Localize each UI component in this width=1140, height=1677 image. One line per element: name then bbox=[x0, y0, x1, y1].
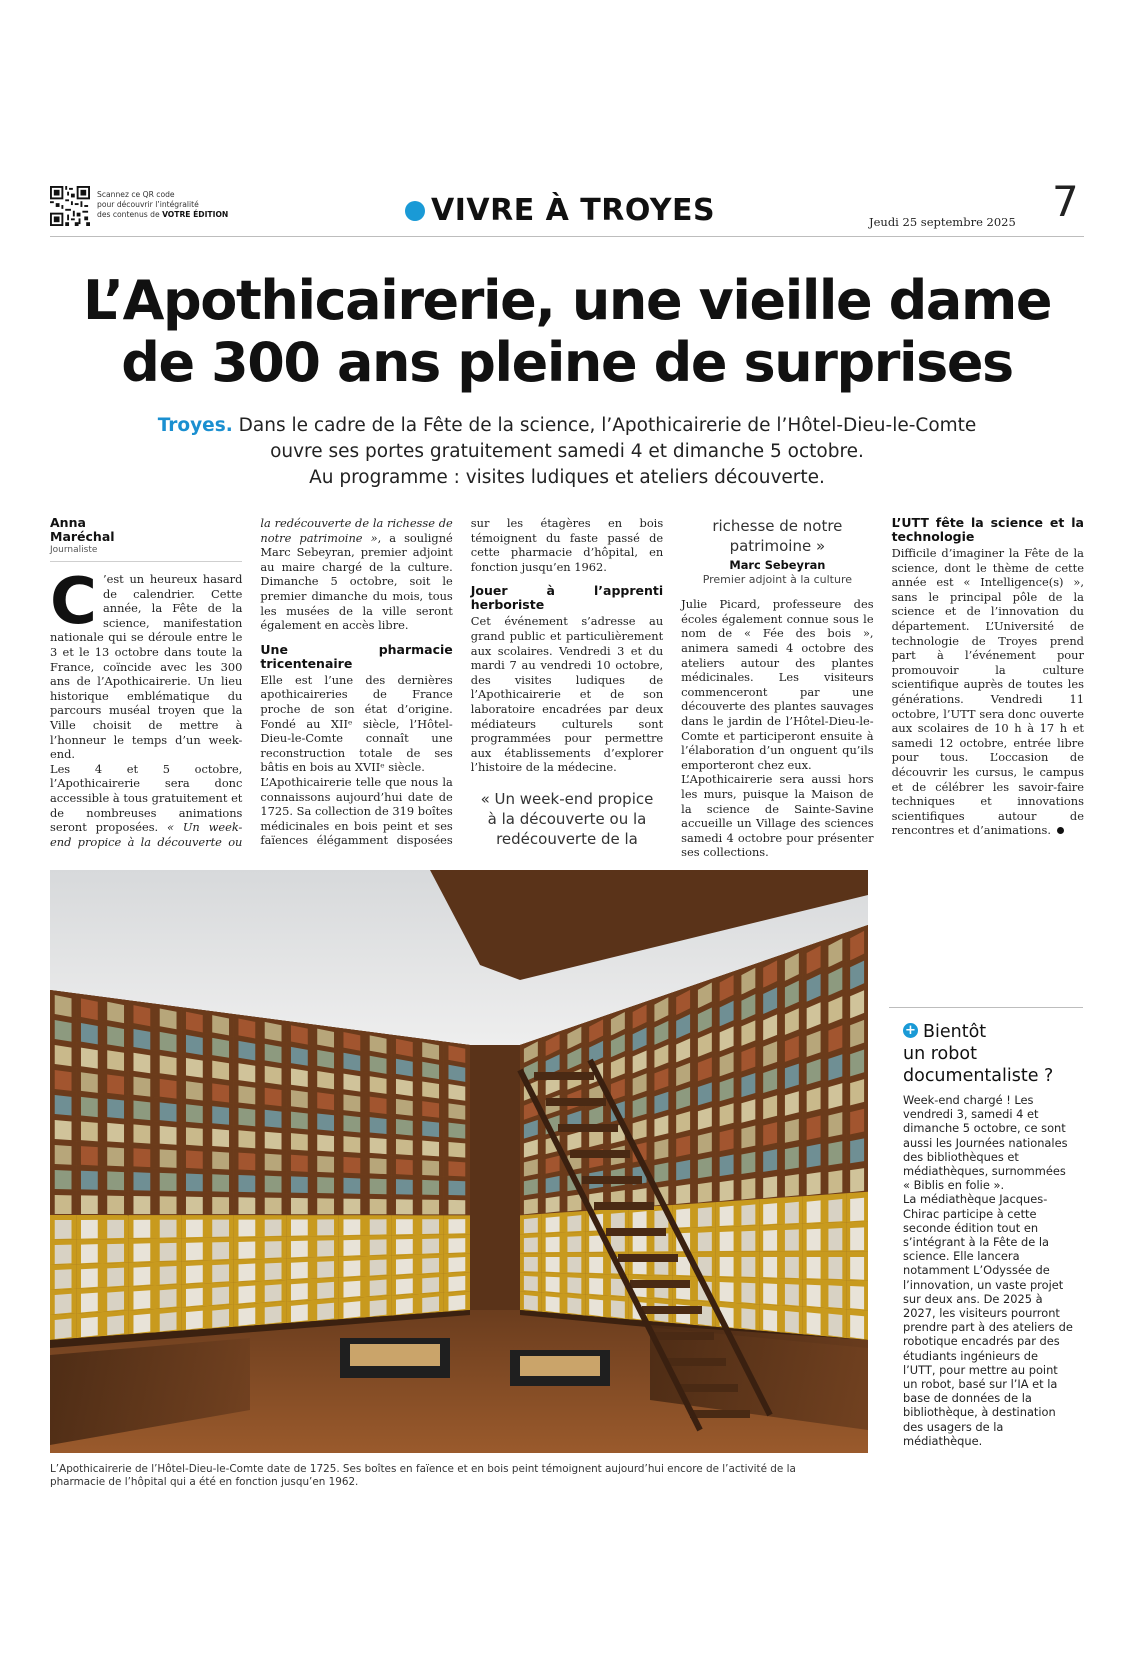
author-last-name: Maréchal bbox=[50, 529, 115, 544]
plus-icon: + bbox=[903, 1023, 918, 1038]
pull-quote: « Un week-end propice à la découverte ou la redécouverte de la richesse de notre patrimoine » bbox=[480, 517, 843, 848]
paragraph-2: Les 4 et 5 octobre, l’Apothicairerie sera donc accessible à tous gratuitement et de nombreuses animations seront proposées. « Un week-end propice à la découverte ou la redécouverte de la richesse de notre patrimoine », a souligné Marc Sebeyran, premier adjoint au maire chargé de la culture. Dimanche 5 octobre, soit le premier dimanche du mois, tous les musées de la ville seront également en accès libre. bbox=[50, 516, 453, 849]
rubric-label: VIVRE À TROYES bbox=[431, 193, 716, 228]
paragraph-8: Difficile d’imaginer la Fête de la science, dont le thème de cette année est « Intelligence(s) », sans le principal pôle de la science et de l’innovation du département. L’Université de technologie de Troyes prend part à l’événement pour promouvoir la culture scientifique auprès de toutes les générations. Vendredi 11 octobre, l’UTT sera donc ouverte aux scolaires de 10 h à 17 h et samedi 12 octobre, entrée libre pour tous. L’occasion de découvrir les cursus, le campus et de célébrer les savoir-faire techniques et innovations scientifiques autour de rencontres et d’animations. bbox=[891, 546, 1084, 838]
sidebox-text bbox=[903, 1093, 1073, 1448]
headline: L’Apothicairerie, une vieille dame de 300 ans pleine de surprises bbox=[82, 269, 1052, 394]
paragraph-1: C ’est un heureux hasard de calendrier. Cette année, la Fête de la science, manifestation nationale qui se déroule entre le 3 et le 13 octobre dans toute la France, coïncide avec les 300 ans de l’Apothicairerie. Un lieu historique emblématique du parcours muséal troyen que la Ville choisit de mettre à l’honneur le temps d’un week-end. bbox=[50, 565, 243, 762]
subhead-herboriste: Jouer à l’apprenti herboriste bbox=[470, 583, 664, 613]
standfirst: Troyes. Dans le cadre de la Fête de la science, l’Apothicairerie de l’Hôtel-Dieu-le-Comte ouvre ses portes gratuitement samedi 4 et dimanche 5 octobre. Au programme : visites ludiques et ateliers découverte. bbox=[157, 415, 977, 488]
standfirst-location: Troyes. bbox=[157, 415, 233, 436]
sidebox-paragraph-1: Week-end chargé ! Les vendredi 3, samedi 4 et dimanche 5 octobre, ce sont aussi les Journées nationales des bibliothèques et médiathèques, surnommées « Biblis en folie ». bbox=[903, 1093, 1068, 1193]
subhead-pharmacie: Une pharmacie tricentenaire bbox=[260, 641, 453, 671]
section-rubric bbox=[405, 193, 715, 228]
sidebox-divider bbox=[889, 1007, 1083, 1008]
sidebox-title: Bientôt un robot documentaliste ? bbox=[903, 1022, 1054, 1086]
edition-brand: VOTRE ÉDITION bbox=[162, 210, 229, 219]
issue-date: Jeudi 25 septembre 2025 bbox=[869, 215, 1016, 229]
paragraph-3: Elle est l’une des dernières apothicaireries de France proche de son état d’origine. Fondé au XIIᵉ siècle, l’Hôtel-Dieu-le-Comte connaît une reconstruction totale de ses bâtis en bois au XVIIᵉ siècle. bbox=[260, 672, 453, 775]
paragraph-6: Julie Picard, professeure des écoles également connue sous le nom de « Fée des bois », animera samedi 4 octobre des ateliers autour des plantes médicinales. Les visiteurs commenceront par une découverte des plantes sauvages dans le jardin de l’Hôtel-Dieu-le-Comte et participeront ensuite à l’élaboration d’un onguent qu’ils emporteront chez eux. bbox=[681, 597, 874, 772]
photo-caption: L’Apothicairerie de l’Hôtel-Dieu-le-Comte date de 1725. Ses boîtes en faïence et en bois peint témoignent aujourd’hui encore de l’activité de la pharmacie de l’hôpital qui a été en fonction jusqu’en 1962. bbox=[50, 1463, 796, 1488]
qr-code-icon[interactable] bbox=[50, 186, 90, 226]
photo-illustration bbox=[50, 870, 868, 1453]
author-first-name: Anna bbox=[50, 515, 86, 530]
header-divider bbox=[50, 236, 1084, 237]
paragraph-5: Cet événement s’adresse au grand public et particulièrement aux scolaires. Vendredi 3 et du mardi 7 au vendredi 10 octobre, des visites ludiques de l’Apothicairerie et de son laboratoire encadrées par deux médiateurs culturels sont programmées pour permettre aux établissements d’explorer l’histoire de la médecine. bbox=[470, 614, 664, 775]
article-body-flow bbox=[50, 516, 1084, 862]
paragraph-7: L’Apothicairerie sera aussi hors les murs, puisque la Maison de la science de Sainte-Savine accueille un Village des sciences samedi 4 octobre pour présenter ses collections. bbox=[681, 772, 874, 860]
rubric-dot-icon bbox=[405, 201, 425, 221]
paragraph-4: L’Apothicairerie telle que nous la connaissons aujourd’hui date de 1725. Sa collection de 319 boîtes médicinales en bois peint et ses faïences élégamment disposées sur les étagères en bois témoignent du faste passé de cette pharmacie d’hôpital, en fonction jusqu’en 1962. bbox=[260, 516, 664, 848]
dropcap: C bbox=[50, 565, 97, 639]
sidebox-paragraph-2: La médiathèque Jacques-Chirac participe à cette seconde édition tout en s’intégrant à la Fête de la science. Elle lancera notamment L’Odyssée de l’innovation, un vaste projet sur deux ans. De 2025 à 2027, les visiteurs pourront prendre part à des ateliers de robotique encadrés par des étudiants ingénieurs de l’UTT, pour mettre au point un robot, basé sur l’IA et la base de données de la bibliothèque, à destination des usagers de la médiathèque. bbox=[903, 1192, 1073, 1448]
author-role: Journaliste bbox=[50, 545, 98, 555]
byline-divider bbox=[50, 561, 242, 562]
page-number: 7 bbox=[1052, 177, 1079, 226]
end-mark-icon bbox=[1057, 827, 1064, 834]
photo-apothicairerie bbox=[50, 870, 868, 1453]
pull-quote-author: Marc Sebeyran bbox=[729, 558, 826, 572]
subhead-utt: L’UTT fête la science et la technologie bbox=[891, 515, 1084, 544]
qr-instructions: Scannez ce QR code pour découvrir l’intégralité des contenus de VOTRE ÉDITION bbox=[97, 190, 229, 219]
pull-quote-role: Premier adjoint à la culture bbox=[702, 572, 853, 586]
